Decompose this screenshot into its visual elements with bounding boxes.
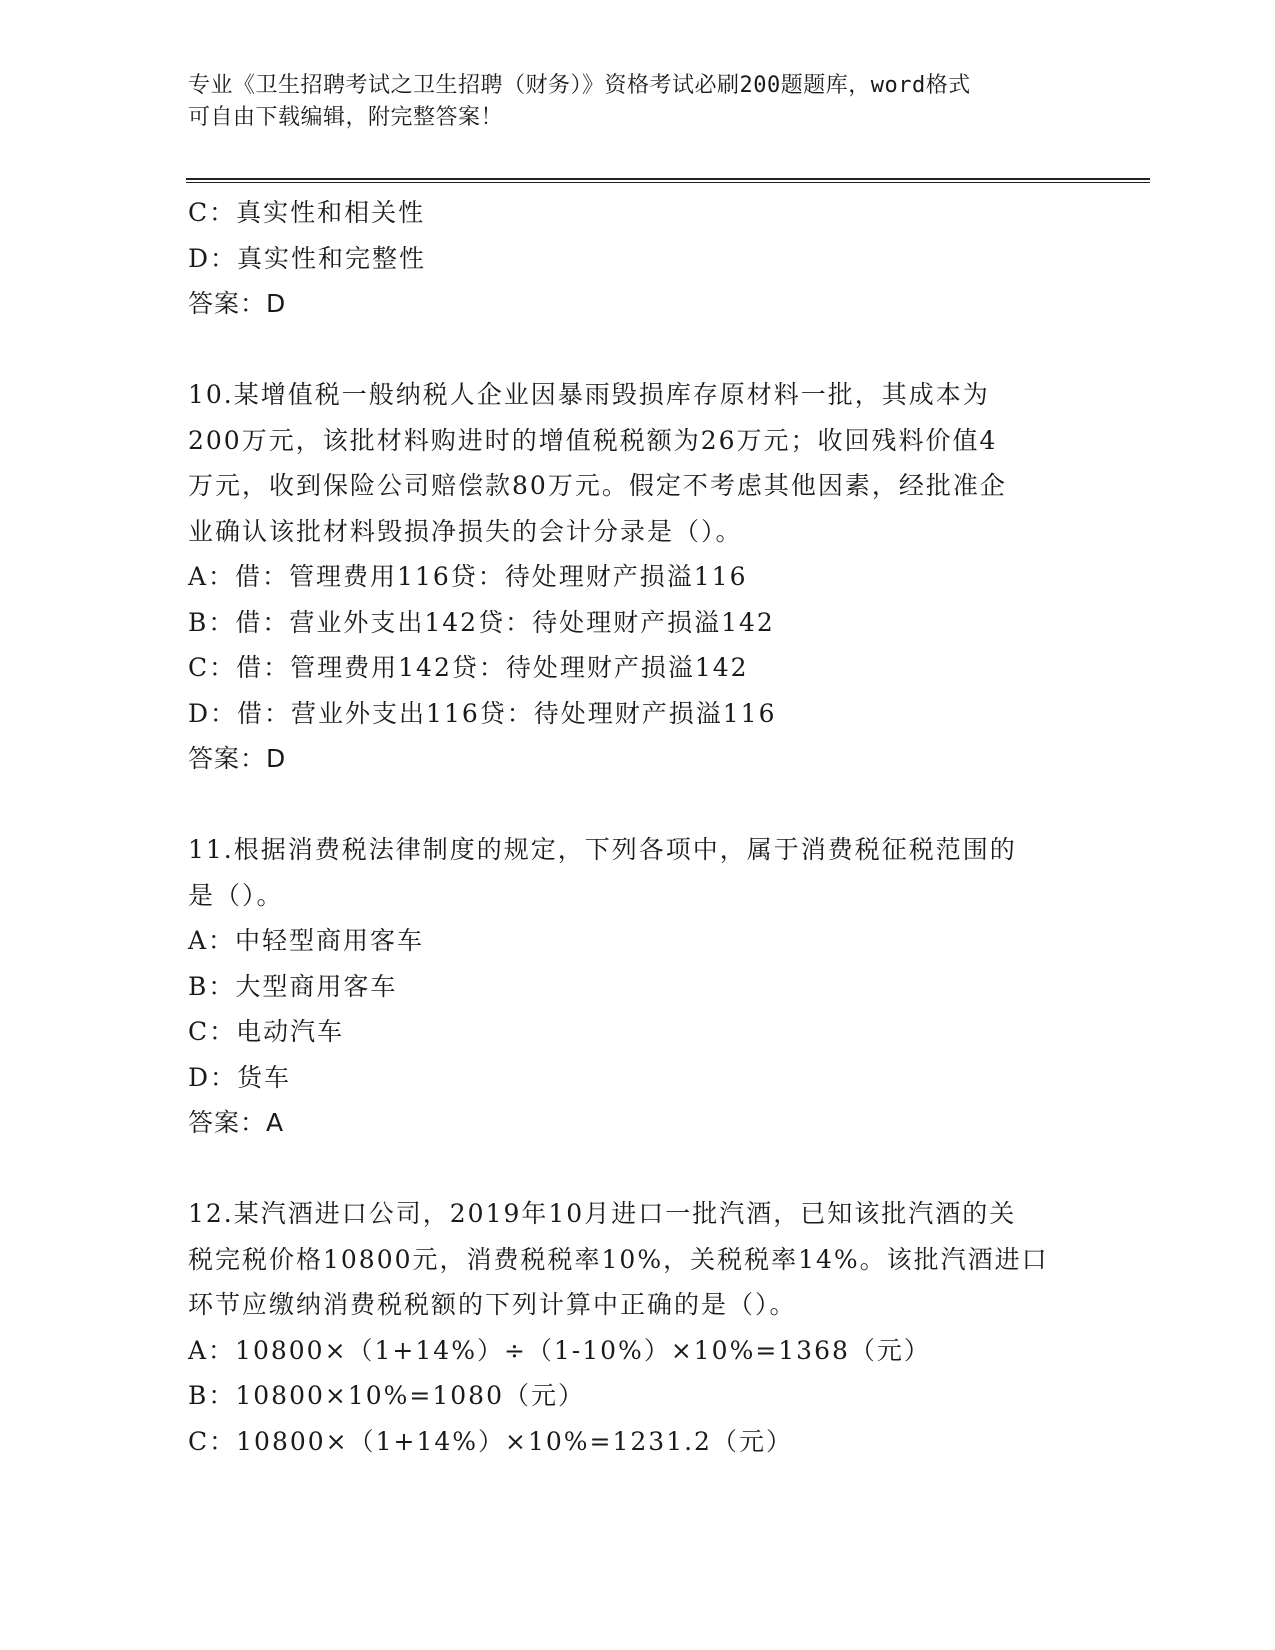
question-stem-line: 税完税价格10800元，消费税税率10%，关税税率14%。该批汽酒进口 (188, 1244, 1049, 1274)
option-c: C：10800×（1+14%）×10%=1231.2（元） (188, 1426, 793, 1456)
spacer (188, 327, 1088, 373)
option-d: D：货车 (188, 1062, 292, 1092)
option-d: D：真实性和完整性 (188, 243, 427, 273)
header-line-2: 可自由下载编辑，附完整答案！ (188, 105, 504, 130)
document-body (188, 190, 1088, 1464)
question-12 (188, 1191, 1088, 1464)
question-10 (188, 372, 1088, 782)
question-stem-line: 是（）。 (188, 880, 284, 910)
option-c: C：真实性和相关性 (188, 198, 426, 227)
question-stem-line: 万元，收到保险公司赔偿款80万元。假定不考虑其他因素，经批准企 (188, 471, 1007, 500)
question-stem-line: 200万元，该批材料购进时的增值税税额为26万元；收回残料价值4 (188, 425, 998, 455)
question-stem-line: 11.根据消费税法律制度的规定，下列各项中，属于消费税征税范围的 (188, 835, 1017, 864)
question-stem-line: 环节应缴纳消费税税额的下列计算中正确的是（）。 (188, 1290, 797, 1319)
spacer (188, 1146, 1088, 1192)
spacer (188, 782, 1088, 828)
option-a: A：中轻型商用客车 (188, 926, 425, 955)
page-header (188, 70, 1068, 134)
option-a: A：借：管理费用116贷：待处理财产损溢116 (188, 562, 748, 591)
question-stem-line: 业确认该批材料毁损净损失的会计分录是（）。 (188, 516, 743, 546)
answer-line: 答案：D (188, 744, 287, 773)
option-b: B：借：营业外支出142贷：待处理财产损溢142 (188, 607, 775, 637)
option-b: B：10800×10%=1080（元） (188, 1381, 585, 1410)
option-a: A：10800×（1+14%）÷（1-10%）×10%=1368（元） (188, 1335, 931, 1365)
option-b: B：大型商用客车 (188, 971, 398, 1001)
option-d: D：借：营业外支出116贷：待处理财产损溢116 (188, 698, 777, 728)
question-stem-line: 12.某汽酒进口公司，2019年10月进口一批汽酒，已知该批汽酒的关 (188, 1199, 1017, 1228)
option-c: C：电动汽车 (188, 1017, 345, 1046)
header-divider (186, 178, 1150, 183)
question-stem-line: 10.某增值税一般纳税人企业因暴雨毁损库存原材料一批，其成本为 (188, 380, 990, 409)
option-c: C：借：管理费用142贷：待处理财产损溢142 (188, 653, 749, 682)
answer-line: 答案：D (188, 289, 287, 318)
question-9-tail (188, 190, 1088, 327)
header-line-1: 专业《卫生招聘考试之卫生招聘（财务）》资格考试必刷200题题库，word格式 (188, 73, 971, 98)
answer-line: 答案：A (188, 1108, 285, 1137)
question-11 (188, 827, 1088, 1146)
